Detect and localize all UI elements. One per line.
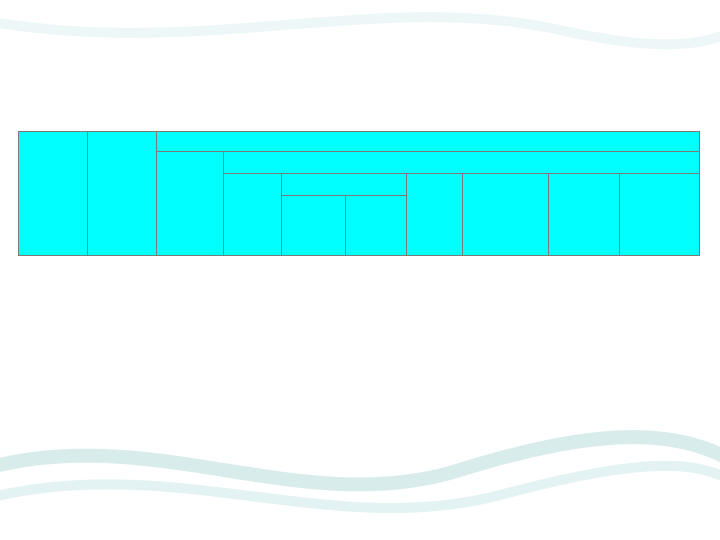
header-kurs (19, 132, 88, 256)
header-trip (463, 174, 549, 256)
header-including (224, 152, 700, 174)
header-missed (157, 132, 700, 152)
header-total (157, 152, 224, 256)
header-leave (549, 174, 620, 256)
header-duty-sut (282, 196, 346, 256)
header-oop (407, 174, 463, 256)
header-no-reason (620, 174, 700, 256)
document-header (0, 36, 720, 38)
header-budget (88, 132, 157, 256)
header-duty (282, 174, 407, 196)
header-illness (224, 174, 282, 256)
header-duty-hoz (346, 196, 407, 256)
absences-table (18, 131, 700, 256)
